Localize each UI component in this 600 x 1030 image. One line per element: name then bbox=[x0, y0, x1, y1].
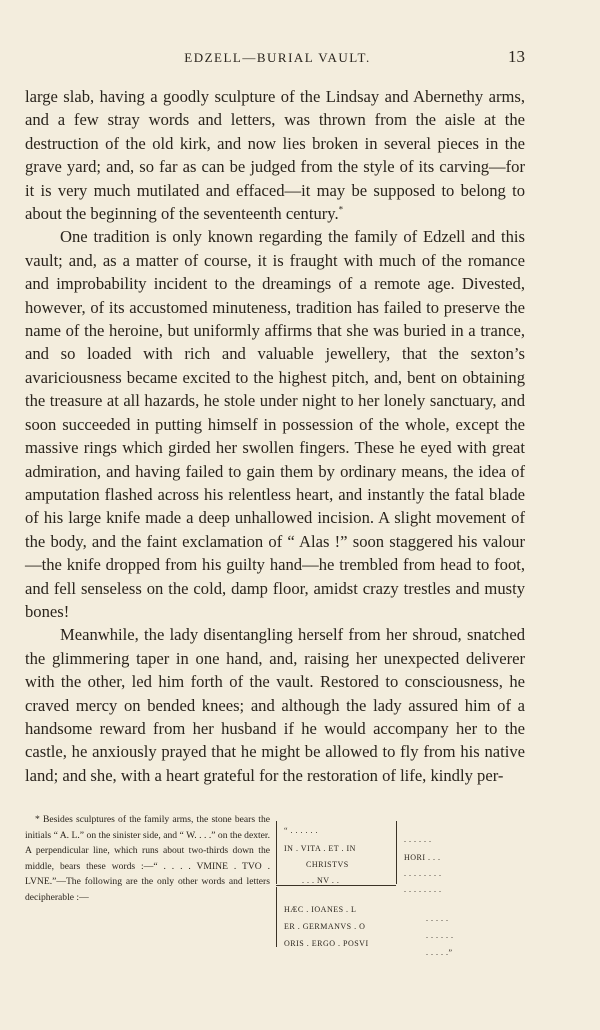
paragraph-1-text: large slab, having a goodly sculpture of the Lindsay and Abernethy arms, and a few stray words and letters, was thrown from the aisle at the destruction of the old kirk, and now lies broken in several pieces in the grave yard; and, so far as can be judged from the style of its carving—for it is very much mutilated and effaced—it may be supposed to belong to about the beginning of the seventeenth century. bbox=[25, 87, 525, 224]
running-title: EDZELL—BURIAL VAULT. bbox=[184, 50, 371, 65]
main-text bbox=[25, 85, 525, 787]
inscription-cell: ER . GERMANVS . O bbox=[284, 922, 366, 931]
inscription-cell: . . . . . . . . bbox=[404, 885, 442, 894]
inscription-cell: HORI . . . bbox=[404, 853, 441, 862]
inscription-cell: . . . . . bbox=[426, 914, 449, 923]
footnote bbox=[25, 812, 270, 906]
inscription-transcription bbox=[276, 817, 528, 1017]
inscription-row bbox=[276, 930, 528, 966]
paragraph-1 bbox=[25, 85, 525, 225]
page-number: 13 bbox=[508, 47, 525, 66]
inscription-cell: HÆC . IOANES . L bbox=[284, 905, 357, 914]
inscription-cell: . . . . . . . . bbox=[404, 869, 442, 878]
inscription-cell: . . . . .” bbox=[426, 948, 453, 957]
inscription-cell: . . . . . . bbox=[426, 931, 454, 940]
inscription-cell: CHRISTVS bbox=[306, 860, 349, 869]
inscription-cell: ORIS . ERGO . POSVI bbox=[284, 939, 369, 948]
footnote-text: * Besides sculptures of the family arms, the stone bears the initials “ A. L.” on the sinister side, and “ W. . . .” on the dexter. A perpendicular line, which runs about two-thirds down the middle, bears these words :—“ . . . . VMINE . TVO . LVNE.”—The following are the only other words and letters decipherable :— bbox=[25, 814, 270, 903]
inscription-cell: . . . NV . . bbox=[302, 876, 340, 885]
inscription-cell: “ . . . . . . bbox=[284, 826, 319, 835]
inscription-cell: . . . . . . bbox=[404, 835, 432, 844]
inscription-cell: IN . VITA . ET . IN bbox=[284, 844, 356, 853]
paragraph-2: One tradition is only known regarding the family of Edzell and this vault; and, as a matter of course, it is fraught with much of the romance and improbability incident to the dreamings of a remote age. Divested, however, of its accustomed minuteness, tradition has failed to preserve the name of the heroine, but uniformly affirms that she was buried in a trance, and so loaded with rich and valuable jewellery, that the sexton’s avariciousness became excited to the highest pitch, and, bent on obtaining the treasure at all hazards, he stole under night to her lonely sanctuary, and soon succeeded in putting himself in possession of the whole, except the massive rings which girded her swollen fingers. These he eyed with great admiration, and having failed to gain them by ordinary means, the idea of amputation flashed across his relentless heart, and instantly the fatal blade of his large knife made a deep unhallowed incision. A slight movement of the body, and the faint exclamation of “ Alas !” soon staggered his valour—the knife dropped from his guilty hand—he trembled from head to foot, and fell senseless on the cold, damp floor, amidst crazy trestles and musty bones! bbox=[25, 227, 525, 621]
paragraph-3: Meanwhile, the lady disentangling herself from her shroud, snatched the glimmering taper in one hand, and, raising her unexpected deliverer with the other, led him forth of the vault. Restored to consciousness, he craved mercy on bended knees; and although the lady assured him of a handsome reward from her husband if he would accompany her to the castle, he anxiously prayed that he might be allowed to fly from his native land; and she, with a heart grateful for the restoration of life, kindly per- bbox=[25, 625, 525, 785]
footnote-mark: * bbox=[338, 204, 344, 215]
